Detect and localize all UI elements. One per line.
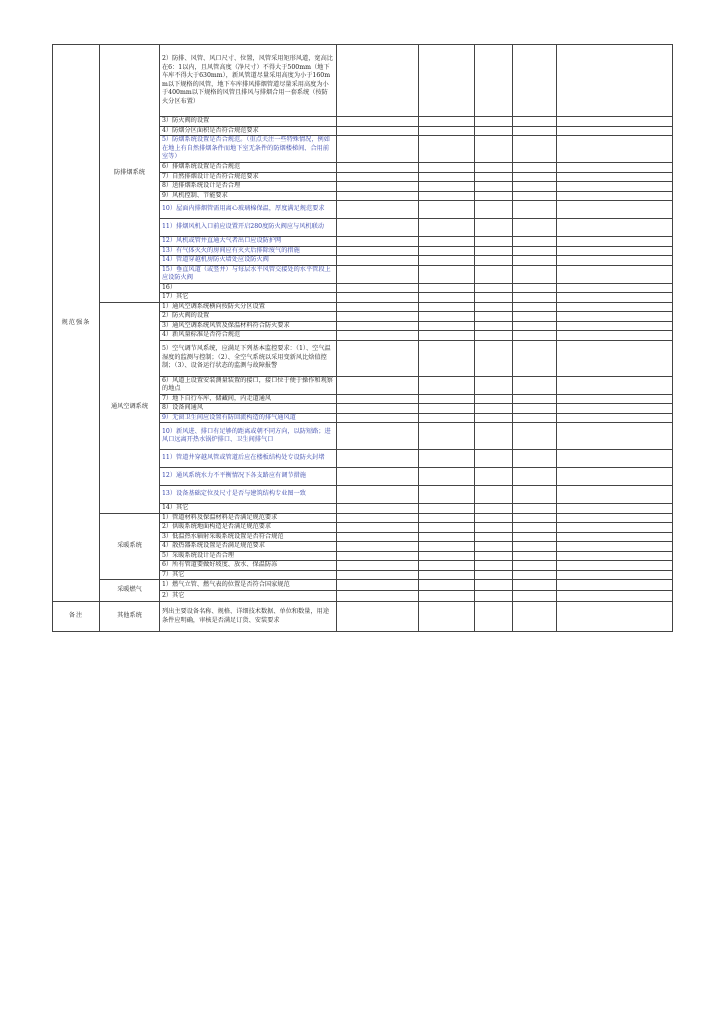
empty-cell[interactable]: [513, 532, 557, 542]
table-row: [53, 45, 673, 117]
empty-cell[interactable]: [513, 256, 557, 266]
empty-cell[interactable]: [513, 237, 557, 247]
empty-cell[interactable]: [557, 283, 673, 293]
empty-cell[interactable]: [557, 265, 673, 283]
empty-cell[interactable]: [557, 163, 673, 173]
table-row: [53, 513, 673, 523]
empty-cell[interactable]: [337, 486, 419, 504]
empty-cell[interactable]: [557, 523, 673, 533]
empty-cell[interactable]: [419, 265, 475, 283]
section-name-cell: 通风空调系统: [100, 302, 160, 513]
review-item-text: 1）燃气立管、燃气表的位置是否符合国家规范: [160, 580, 337, 591]
review-item-text: 9）风机控制、节能要求: [160, 191, 337, 201]
section-name-cell: 采暖燃气: [100, 580, 160, 602]
empty-cell[interactable]: [513, 191, 557, 201]
review-item-text: 4）防烟分区面积是否符合规范要求: [160, 126, 337, 136]
empty-cell[interactable]: [475, 219, 513, 237]
empty-cell[interactable]: [557, 136, 673, 163]
empty-cell[interactable]: [557, 376, 673, 394]
empty-cell[interactable]: [513, 450, 557, 468]
table-row: [53, 602, 673, 632]
empty-cell[interactable]: [557, 486, 673, 504]
empty-cell[interactable]: [337, 163, 419, 173]
review-item-text: 17）其它: [160, 293, 337, 303]
review-item-text: 4）新风量标准是否符合规范: [160, 331, 337, 341]
empty-cell[interactable]: [337, 136, 419, 163]
empty-cell[interactable]: [557, 340, 673, 376]
review-item-text: 7）其它: [160, 570, 337, 580]
empty-cell[interactable]: [513, 394, 557, 404]
empty-cell[interactable]: [337, 283, 419, 293]
empty-cell[interactable]: [337, 265, 419, 283]
empty-cell[interactable]: [475, 283, 513, 293]
empty-cell[interactable]: [419, 163, 475, 173]
review-item-text: 12）通风系统水力不平衡情况下各支路应有调节措施: [160, 468, 337, 486]
empty-cell[interactable]: [475, 237, 513, 247]
review-item-text: 列出主要设备名称、规格、详细技术数据、单位和数量，用途条件应明确，审核是否满足订货、安装要求: [160, 602, 337, 632]
empty-cell[interactable]: [337, 376, 419, 394]
review-item-text: 14）管道穿越机房防火墙处应设防火阀: [160, 256, 337, 266]
empty-cell[interactable]: [513, 136, 557, 163]
empty-cell[interactable]: [475, 331, 513, 341]
empty-cell[interactable]: [513, 523, 557, 533]
empty-cell[interactable]: [475, 413, 513, 423]
empty-cell[interactable]: [557, 404, 673, 414]
empty-cell[interactable]: [419, 542, 475, 552]
empty-cell[interactable]: [557, 532, 673, 542]
empty-cell[interactable]: [513, 504, 557, 514]
empty-cell[interactable]: [557, 580, 673, 591]
empty-cell[interactable]: [475, 340, 513, 376]
empty-cell[interactable]: [557, 312, 673, 322]
review-item-text: 4）散热器系统设置是否满足规范要求: [160, 542, 337, 552]
empty-cell[interactable]: [419, 246, 475, 256]
review-item-text: 11）排烟风机入口前应设置开启280度防火阀应与风机联动: [160, 219, 337, 237]
empty-cell[interactable]: [419, 182, 475, 192]
empty-cell[interactable]: [475, 376, 513, 394]
empty-cell[interactable]: [557, 182, 673, 192]
empty-cell[interactable]: [475, 394, 513, 404]
empty-cell[interactable]: [557, 246, 673, 256]
empty-cell[interactable]: [337, 172, 419, 182]
empty-cell[interactable]: [475, 256, 513, 266]
empty-cell[interactable]: [513, 172, 557, 182]
empty-cell[interactable]: [337, 340, 419, 376]
empty-cell[interactable]: [513, 376, 557, 394]
empty-cell[interactable]: [337, 450, 419, 468]
empty-cell[interactable]: [475, 182, 513, 192]
empty-cell[interactable]: [475, 513, 513, 523]
empty-cell[interactable]: [419, 532, 475, 542]
empty-cell[interactable]: [419, 551, 475, 561]
empty-cell[interactable]: [419, 523, 475, 533]
empty-cell[interactable]: [337, 602, 419, 632]
empty-cell[interactable]: [513, 302, 557, 312]
empty-cell[interactable]: [513, 580, 557, 591]
review-item-text: 8）设备间通风: [160, 404, 337, 414]
empty-cell[interactable]: [419, 450, 475, 468]
empty-cell[interactable]: [419, 580, 475, 591]
empty-cell[interactable]: [475, 570, 513, 580]
empty-cell[interactable]: [475, 45, 513, 117]
empty-cell[interactable]: [337, 423, 419, 450]
empty-cell[interactable]: [513, 163, 557, 173]
empty-cell[interactable]: [475, 163, 513, 173]
empty-cell[interactable]: [337, 413, 419, 423]
section-name-cell: 其他系统: [100, 602, 160, 632]
review-item-text: 10）新风进、排口有足够的距离或朝不同方向，以防短路；进风口远离开热水锅炉排口、卫生间排气口: [160, 423, 337, 450]
review-item-text: 2）供暖系统地面构造是否满足规范要求: [160, 523, 337, 533]
empty-cell[interactable]: [475, 551, 513, 561]
empty-cell[interactable]: [419, 126, 475, 136]
review-item-text: 7）自然排烟设计是否符合规范要求: [160, 172, 337, 182]
empty-cell[interactable]: [475, 450, 513, 468]
table-row: [53, 302, 673, 312]
empty-cell[interactable]: [513, 513, 557, 523]
empty-cell[interactable]: [419, 45, 475, 117]
empty-cell[interactable]: [337, 394, 419, 404]
empty-cell[interactable]: [419, 283, 475, 293]
review-item-text: 6）所有管道要做好坡度、放水、保温防冻: [160, 561, 337, 571]
empty-cell[interactable]: [513, 265, 557, 283]
empty-cell[interactable]: [419, 136, 475, 163]
empty-cell[interactable]: [419, 602, 475, 632]
empty-cell[interactable]: [475, 580, 513, 591]
empty-cell[interactable]: [419, 561, 475, 571]
review-item-text: 7）地下自行车库，储藏间，内走道通风: [160, 394, 337, 404]
empty-cell[interactable]: [513, 413, 557, 423]
empty-cell[interactable]: [557, 591, 673, 602]
empty-cell[interactable]: [337, 117, 419, 127]
empty-cell[interactable]: [475, 321, 513, 331]
empty-cell[interactable]: [513, 182, 557, 192]
empty-cell[interactable]: [513, 486, 557, 504]
empty-cell[interactable]: [557, 191, 673, 201]
empty-cell[interactable]: [337, 551, 419, 561]
empty-cell[interactable]: [475, 602, 513, 632]
empty-cell[interactable]: [557, 450, 673, 468]
empty-cell[interactable]: [475, 504, 513, 514]
empty-cell[interactable]: [557, 513, 673, 523]
empty-cell[interactable]: [419, 513, 475, 523]
empty-cell[interactable]: [557, 256, 673, 266]
empty-cell[interactable]: [419, 321, 475, 331]
empty-cell[interactable]: [557, 561, 673, 571]
empty-cell[interactable]: [419, 486, 475, 504]
empty-cell[interactable]: [513, 340, 557, 376]
empty-cell[interactable]: [419, 219, 475, 237]
empty-cell[interactable]: [337, 532, 419, 542]
empty-cell[interactable]: [557, 468, 673, 486]
empty-cell[interactable]: [557, 172, 673, 182]
empty-cell[interactable]: [557, 302, 673, 312]
empty-cell[interactable]: [337, 246, 419, 256]
empty-cell[interactable]: [419, 504, 475, 514]
empty-cell[interactable]: [337, 321, 419, 331]
empty-cell[interactable]: [557, 117, 673, 127]
empty-cell[interactable]: [475, 246, 513, 256]
empty-cell[interactable]: [513, 468, 557, 486]
empty-cell[interactable]: [513, 542, 557, 552]
empty-cell[interactable]: [475, 293, 513, 303]
empty-cell[interactable]: [557, 504, 673, 514]
empty-cell[interactable]: [337, 504, 419, 514]
empty-cell[interactable]: [557, 126, 673, 136]
review-item-text: 3）低温热水辐射采暖系统设置是否符合规范: [160, 532, 337, 542]
review-item-text: 6）风道上设置安装测量装置的接口，接口位于便于操作和观察的地点: [160, 376, 337, 394]
empty-cell[interactable]: [419, 191, 475, 201]
review-item-text: 2）防排、风管、风口尺寸、位置，风管采用矩形风道，宽高比在6：1以内，且风管高度（净尺寸）不得大于500mm（地下车库不得大于630mm），新风管道尽量采用高度为小于160mm以下规格的风管，地下车库排风排烟管道尽量采用高度为小于400mm以下规格的风管且排风与排烟合用一套系统（按防火分区布置）: [160, 45, 337, 117]
empty-cell[interactable]: [475, 423, 513, 450]
empty-cell[interactable]: [557, 293, 673, 303]
empty-cell[interactable]: [475, 191, 513, 201]
review-item-text: 15）垂直风道（或竖井）与每层水平风管交接处的水平管段上应设防火阀: [160, 265, 337, 283]
empty-cell[interactable]: [337, 561, 419, 571]
empty-cell[interactable]: [419, 376, 475, 394]
empty-cell[interactable]: [513, 117, 557, 127]
empty-cell[interactable]: [513, 321, 557, 331]
empty-cell[interactable]: [557, 413, 673, 423]
review-item-text: 9）无窗卫生间应设置有防回流构造的排气通风道: [160, 413, 337, 423]
empty-cell[interactable]: [557, 602, 673, 632]
review-item-text: 16）: [160, 283, 337, 293]
empty-cell[interactable]: [337, 513, 419, 523]
empty-cell[interactable]: [557, 570, 673, 580]
empty-cell[interactable]: [419, 172, 475, 182]
empty-cell[interactable]: [513, 219, 557, 237]
empty-cell[interactable]: [337, 45, 419, 117]
empty-cell[interactable]: [337, 523, 419, 533]
empty-cell[interactable]: [419, 591, 475, 602]
empty-cell[interactable]: [557, 321, 673, 331]
section-name-cell: 防排烟系统: [100, 45, 160, 303]
empty-cell[interactable]: [557, 551, 673, 561]
empty-cell[interactable]: [337, 191, 419, 201]
empty-cell[interactable]: [557, 394, 673, 404]
review-item-text: 2）其它: [160, 591, 337, 602]
empty-cell[interactable]: [419, 468, 475, 486]
empty-cell[interactable]: [419, 340, 475, 376]
empty-cell[interactable]: [475, 117, 513, 127]
empty-cell[interactable]: [337, 570, 419, 580]
empty-cell[interactable]: [337, 404, 419, 414]
empty-cell[interactable]: [337, 237, 419, 247]
empty-cell[interactable]: [475, 126, 513, 136]
empty-cell[interactable]: [337, 256, 419, 266]
review-item-text: 8）送排烟系统设计是否合理: [160, 182, 337, 192]
empty-cell[interactable]: [419, 117, 475, 127]
empty-cell[interactable]: [513, 283, 557, 293]
review-item-text: 1）通风空调系统横向按防火分区设置: [160, 302, 337, 312]
empty-cell[interactable]: [419, 201, 475, 219]
empty-cell[interactable]: [419, 331, 475, 341]
empty-cell[interactable]: [557, 45, 673, 117]
empty-cell[interactable]: [513, 570, 557, 580]
empty-cell[interactable]: [337, 580, 419, 591]
empty-cell[interactable]: [513, 246, 557, 256]
empty-cell[interactable]: [475, 523, 513, 533]
empty-cell[interactable]: [337, 126, 419, 136]
category-cell: 备注: [53, 602, 100, 632]
review-item-text: 5）空气调节风系统，应满足下列基本监控要求：（1）、空气温湿度的监测与控制；（2）、全空气系统以采用变新风比焓值控制；（3）、设备运行状态的监测与故障报警: [160, 340, 337, 376]
empty-cell[interactable]: [475, 542, 513, 552]
review-item-text: 3）通风空调系统风管及保温材料符合防火要求: [160, 321, 337, 331]
empty-cell[interactable]: [475, 468, 513, 486]
empty-cell[interactable]: [419, 293, 475, 303]
empty-cell[interactable]: [513, 423, 557, 450]
review-table: [52, 44, 673, 632]
section-name-cell: 采暖系统: [100, 513, 160, 580]
empty-cell[interactable]: [513, 591, 557, 602]
review-item-text: 13）设备基础定位及尺寸是否与建筑结构专业图一致: [160, 486, 337, 504]
empty-cell[interactable]: [419, 404, 475, 414]
review-item-text: 12）风机或管井直通大气者出口应设防护网: [160, 237, 337, 247]
empty-cell[interactable]: [475, 136, 513, 163]
empty-cell[interactable]: [513, 331, 557, 341]
review-item-text: 1）管道材料及保温材料是否满足规范要求: [160, 513, 337, 523]
empty-cell[interactable]: [557, 542, 673, 552]
empty-cell[interactable]: [337, 591, 419, 602]
empty-cell[interactable]: [475, 591, 513, 602]
empty-cell[interactable]: [419, 256, 475, 266]
review-item-text: 3）防火阀的设置: [160, 117, 337, 127]
empty-cell[interactable]: [475, 312, 513, 322]
empty-cell[interactable]: [513, 561, 557, 571]
review-item-text: 13）有气体灭火的房间应有灭火后排除废气的措施: [160, 246, 337, 256]
empty-cell[interactable]: [513, 551, 557, 561]
empty-cell[interactable]: [557, 201, 673, 219]
empty-cell[interactable]: [475, 486, 513, 504]
empty-cell[interactable]: [475, 561, 513, 571]
review-item-text: 5）采暖系统设计是否合理: [160, 551, 337, 561]
empty-cell[interactable]: [513, 312, 557, 322]
empty-cell[interactable]: [513, 201, 557, 219]
empty-cell[interactable]: [419, 413, 475, 423]
empty-cell[interactable]: [337, 302, 419, 312]
empty-cell[interactable]: [475, 302, 513, 312]
empty-cell[interactable]: [419, 312, 475, 322]
empty-cell[interactable]: [475, 532, 513, 542]
review-item-text: 14）其它: [160, 504, 337, 514]
review-item-text: 6）排烟系统设置是否合规范: [160, 163, 337, 173]
empty-cell[interactable]: [419, 394, 475, 404]
empty-cell[interactable]: [419, 302, 475, 312]
empty-cell[interactable]: [337, 182, 419, 192]
empty-cell[interactable]: [475, 201, 513, 219]
empty-cell[interactable]: [513, 126, 557, 136]
empty-cell[interactable]: [337, 331, 419, 341]
review-item-text: 10）屋面内排烟管需用离心玻璃棉保温，厚度满足规范要求: [160, 201, 337, 219]
empty-cell[interactable]: [513, 602, 557, 632]
empty-cell[interactable]: [513, 45, 557, 117]
table-row: [53, 580, 673, 591]
empty-cell[interactable]: [513, 404, 557, 414]
category-cell: 规范强条: [53, 45, 100, 602]
empty-cell[interactable]: [475, 404, 513, 414]
empty-cell[interactable]: [337, 201, 419, 219]
empty-cell[interactable]: [475, 172, 513, 182]
review-item-text: 2）防火阀的设置: [160, 312, 337, 322]
empty-cell[interactable]: [337, 542, 419, 552]
empty-cell[interactable]: [419, 570, 475, 580]
empty-cell[interactable]: [475, 265, 513, 283]
empty-cell[interactable]: [557, 423, 673, 450]
empty-cell[interactable]: [337, 468, 419, 486]
empty-cell[interactable]: [513, 293, 557, 303]
empty-cell[interactable]: [337, 293, 419, 303]
empty-cell[interactable]: [419, 237, 475, 247]
empty-cell[interactable]: [337, 312, 419, 322]
empty-cell[interactable]: [419, 423, 475, 450]
review-item-text: 11）管道井穿越风管或管道后应在楼板结构处专设防火封堵: [160, 450, 337, 468]
empty-cell[interactable]: [557, 219, 673, 237]
review-item-text: 5）防烟系统设置是否合规范。（重点关注一些特殊情况，例如在地上有自然排烟条件而地下室无条件的防烟楼梯间、合用前室等）: [160, 136, 337, 163]
empty-cell[interactable]: [337, 219, 419, 237]
empty-cell[interactable]: [557, 237, 673, 247]
empty-cell[interactable]: [557, 331, 673, 341]
